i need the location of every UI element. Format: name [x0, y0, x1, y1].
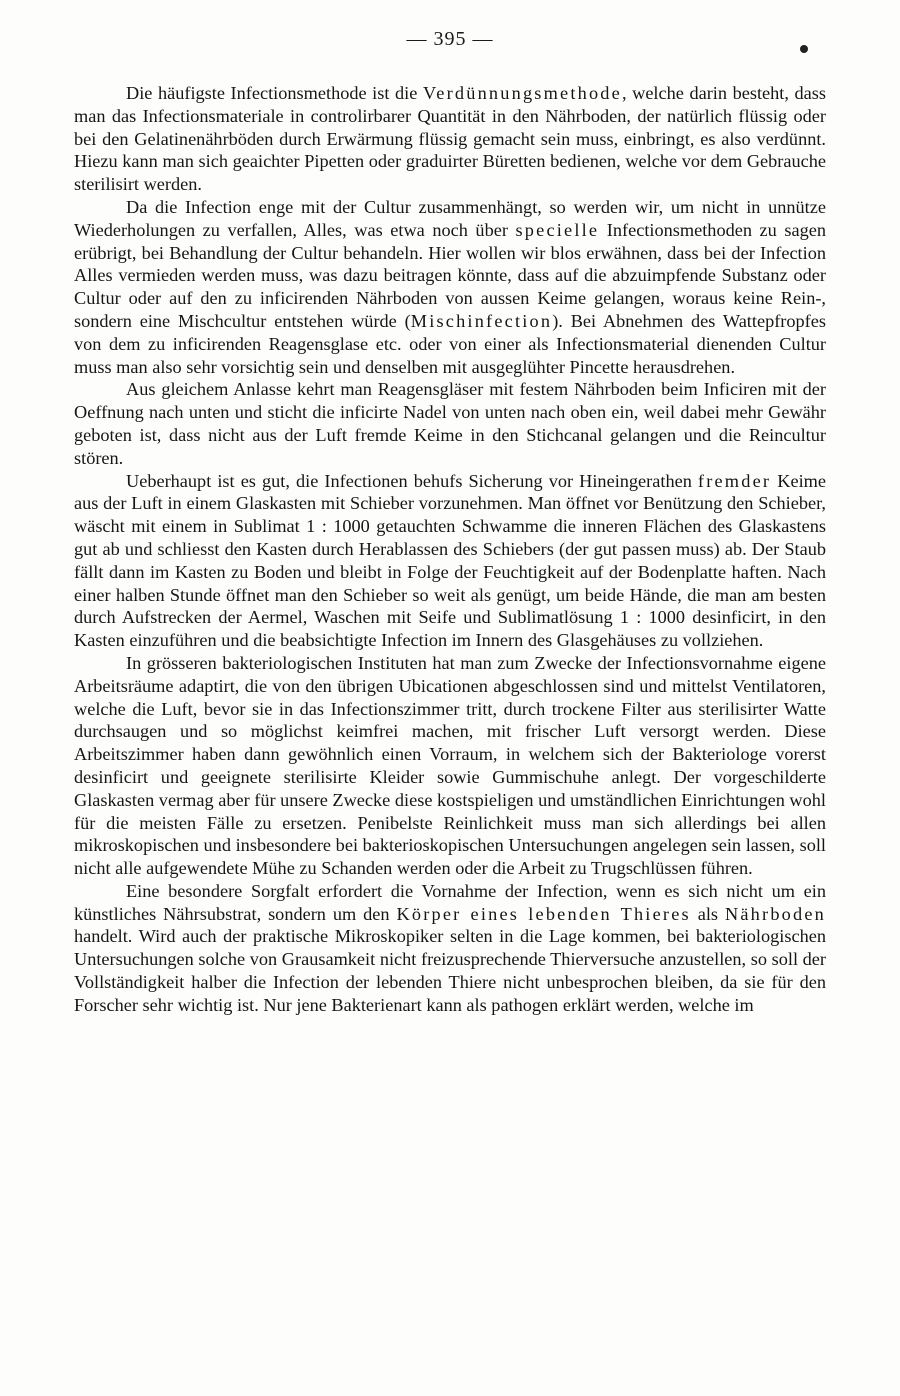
- paragraph: [74, 196, 826, 378]
- spaced-emphasis: Körper eines lebenden Thieres: [396, 903, 691, 924]
- text-run: In grösseren bakteriologischen Instituten hat man zum Zwecke der Infectionsvornahme eigene Arbeitsräume adaptirt, die von den übrigen Ubicationen abgeschlossen sind und mittelst Ventilatoren, welche die Luft, bevor sie in das Infectionszimmer tritt, durch trockene Filter aus sterilisirter Watte durchsaugen und so möglichst keimfrei machen, mit frischer Luft versorgt werden. Diese Arbeitszimmer haben dann gewöhnlich einen Vorraum, in welchem sich der Bakteriologe vorerst desinficirt und geeignete sterilisirte Kleider sowie Gummischuhe anlegt. Der vorgeschilderte Glaskasten vermag aber für unsere Zwecke diese kostspieligen und umständlichen Einrichtungen wohl für die meisten Fälle zu ersetzen. Penibelste Reinlichkeit muss man sich allerdings bei allen mikroskopischen und insbesondere bei bakterioskopischen Untersuchungen angelegen sein lassen, soll nicht alle aufgewendete Mühe zu Schanden werden oder die Arbeit zu Trugschlüssen führen.: [74, 652, 826, 879]
- ink-spot: [800, 45, 808, 53]
- text-run: als: [690, 903, 725, 924]
- spaced-emphasis: specielle: [515, 219, 600, 240]
- spaced-emphasis: fremder: [697, 470, 772, 491]
- paragraph: [74, 880, 826, 1017]
- text-run: Aus gleichem Anlasse kehrt man Reagensgläser mit festem Nährboden beim Inficiren mit der Oeffnung nach unten und sticht die inficirte Nadel von unten nach oben ein, weil dabei mehr Gewähr geboten ist, dass nicht aus der Luft fremde Keime in den Stichcanal gelangen und die Reincultur stören.: [74, 379, 826, 468]
- body-text: [74, 82, 826, 1017]
- text-run: , welche darin besteht, dass man das Infectionsmateriale in controlirbarer Quantität in den Nährboden, der natürlich flüssig oder bei den Gelatinenährböden durch Erwärmung flüssig gemacht sein muss, einbringt, es also verdünnt. Hiezu kann man sich geaichter Pipetten oder graduirter Büretten bedienen, welche vor dem Gebrauche sterilisirt werden.: [74, 83, 826, 195]
- text-run: Infectionsmethoden zu sagen erübrigt, bei Behandlung der Cultur behandeln. Hier wollen wir blos erwähnen, dass bei der Infection Alles vermieden werden muss, was dazu beitragen könnte, dass auf die abzuimpfende Substanz oder Cultur oder auf den zu inficirenden Nährboden von aussen Keime gelangen, woraus keine Rein-, sondern eine Mischcultur entstehen würde (: [74, 219, 826, 331]
- text-run: handelt. Wird auch der praktische Mikroskopiker selten in die Lage kommen, bei bakteriologischen Untersuchungen solche von Grausamkeit nicht freizusprechende Thierversuche anzustellen, so soll der Vollständigkeit halber die Infection der lebenden Thiere nicht unbesprochen bleiben, da sie für den Forscher sehr wichtig ist. Nur jene Bakterienart kann als pathogen erklärt werden, welche im: [74, 926, 826, 1015]
- text-run: Da die Infection enge mit der Cultur zusammenhängt, so werden wir, um nicht in unnütze Wiederholungen zu verfallen, Alles, was etwa noch über: [74, 196, 826, 240]
- text-run: ). Bei Abnehmen des Wattepfropfes von dem zu inficirenden Reagensglase etc. oder von einer als Infectionsmaterial dienenden Cultur muss man also sehr vorsichtig sein und denselben mit ausgeglühter Pincette herausdrehen.: [74, 310, 826, 377]
- paragraph: [74, 82, 826, 196]
- text-run: Die häufigste Infectionsmethode ist die: [126, 83, 423, 103]
- paragraph: [74, 652, 826, 880]
- page-number: — 395 —: [406, 28, 494, 50]
- spaced-emphasis: Verdünnungsmethode: [422, 83, 622, 103]
- paragraph: [74, 378, 826, 469]
- spaced-emphasis: Mischinfection: [410, 310, 553, 331]
- text-run: Eine besondere Sorgfalt erfordert die Vornahme der Infection, wenn es sich nicht um ein künstliches Nährsubstrat, sondern um den: [74, 880, 826, 924]
- paragraph: [74, 470, 826, 652]
- text-run: Keime aus der Luft in einem Glaskasten mit Schieber vorzunehmen. Man öffnet vor Benützung den Schieber, wäscht mit einem in Sublimat 1 : 1000 getauchten Schwamme die inneren Flächen des Glaskastens gut ab und schliesst den Kasten durch Herablassen des Schiebers (der gut passen muss) ab. Der Staub fällt dann im Kasten zu Boden und bleibt in Folge der Feuchtigkeit auf der Bodenplatte haften. Nach einer halben Stunde öffnet man den Schieber so weit als genügt, um beide Hände, die man am besten durch Aufstrecken der Aermel, Waschen mit Seife und Sublimatlösung 1 : 1000 desinficirt, in den Kasten einzuführen und die beabsichtigte Infection im Innern des Glasgehäuses zu vollziehen.: [74, 470, 826, 651]
- spaced-emphasis: Nährboden: [724, 903, 826, 924]
- text-run: Ueberhaupt ist es gut, die Infectionen behufs Sicherung vor Hineingerathen: [126, 470, 698, 491]
